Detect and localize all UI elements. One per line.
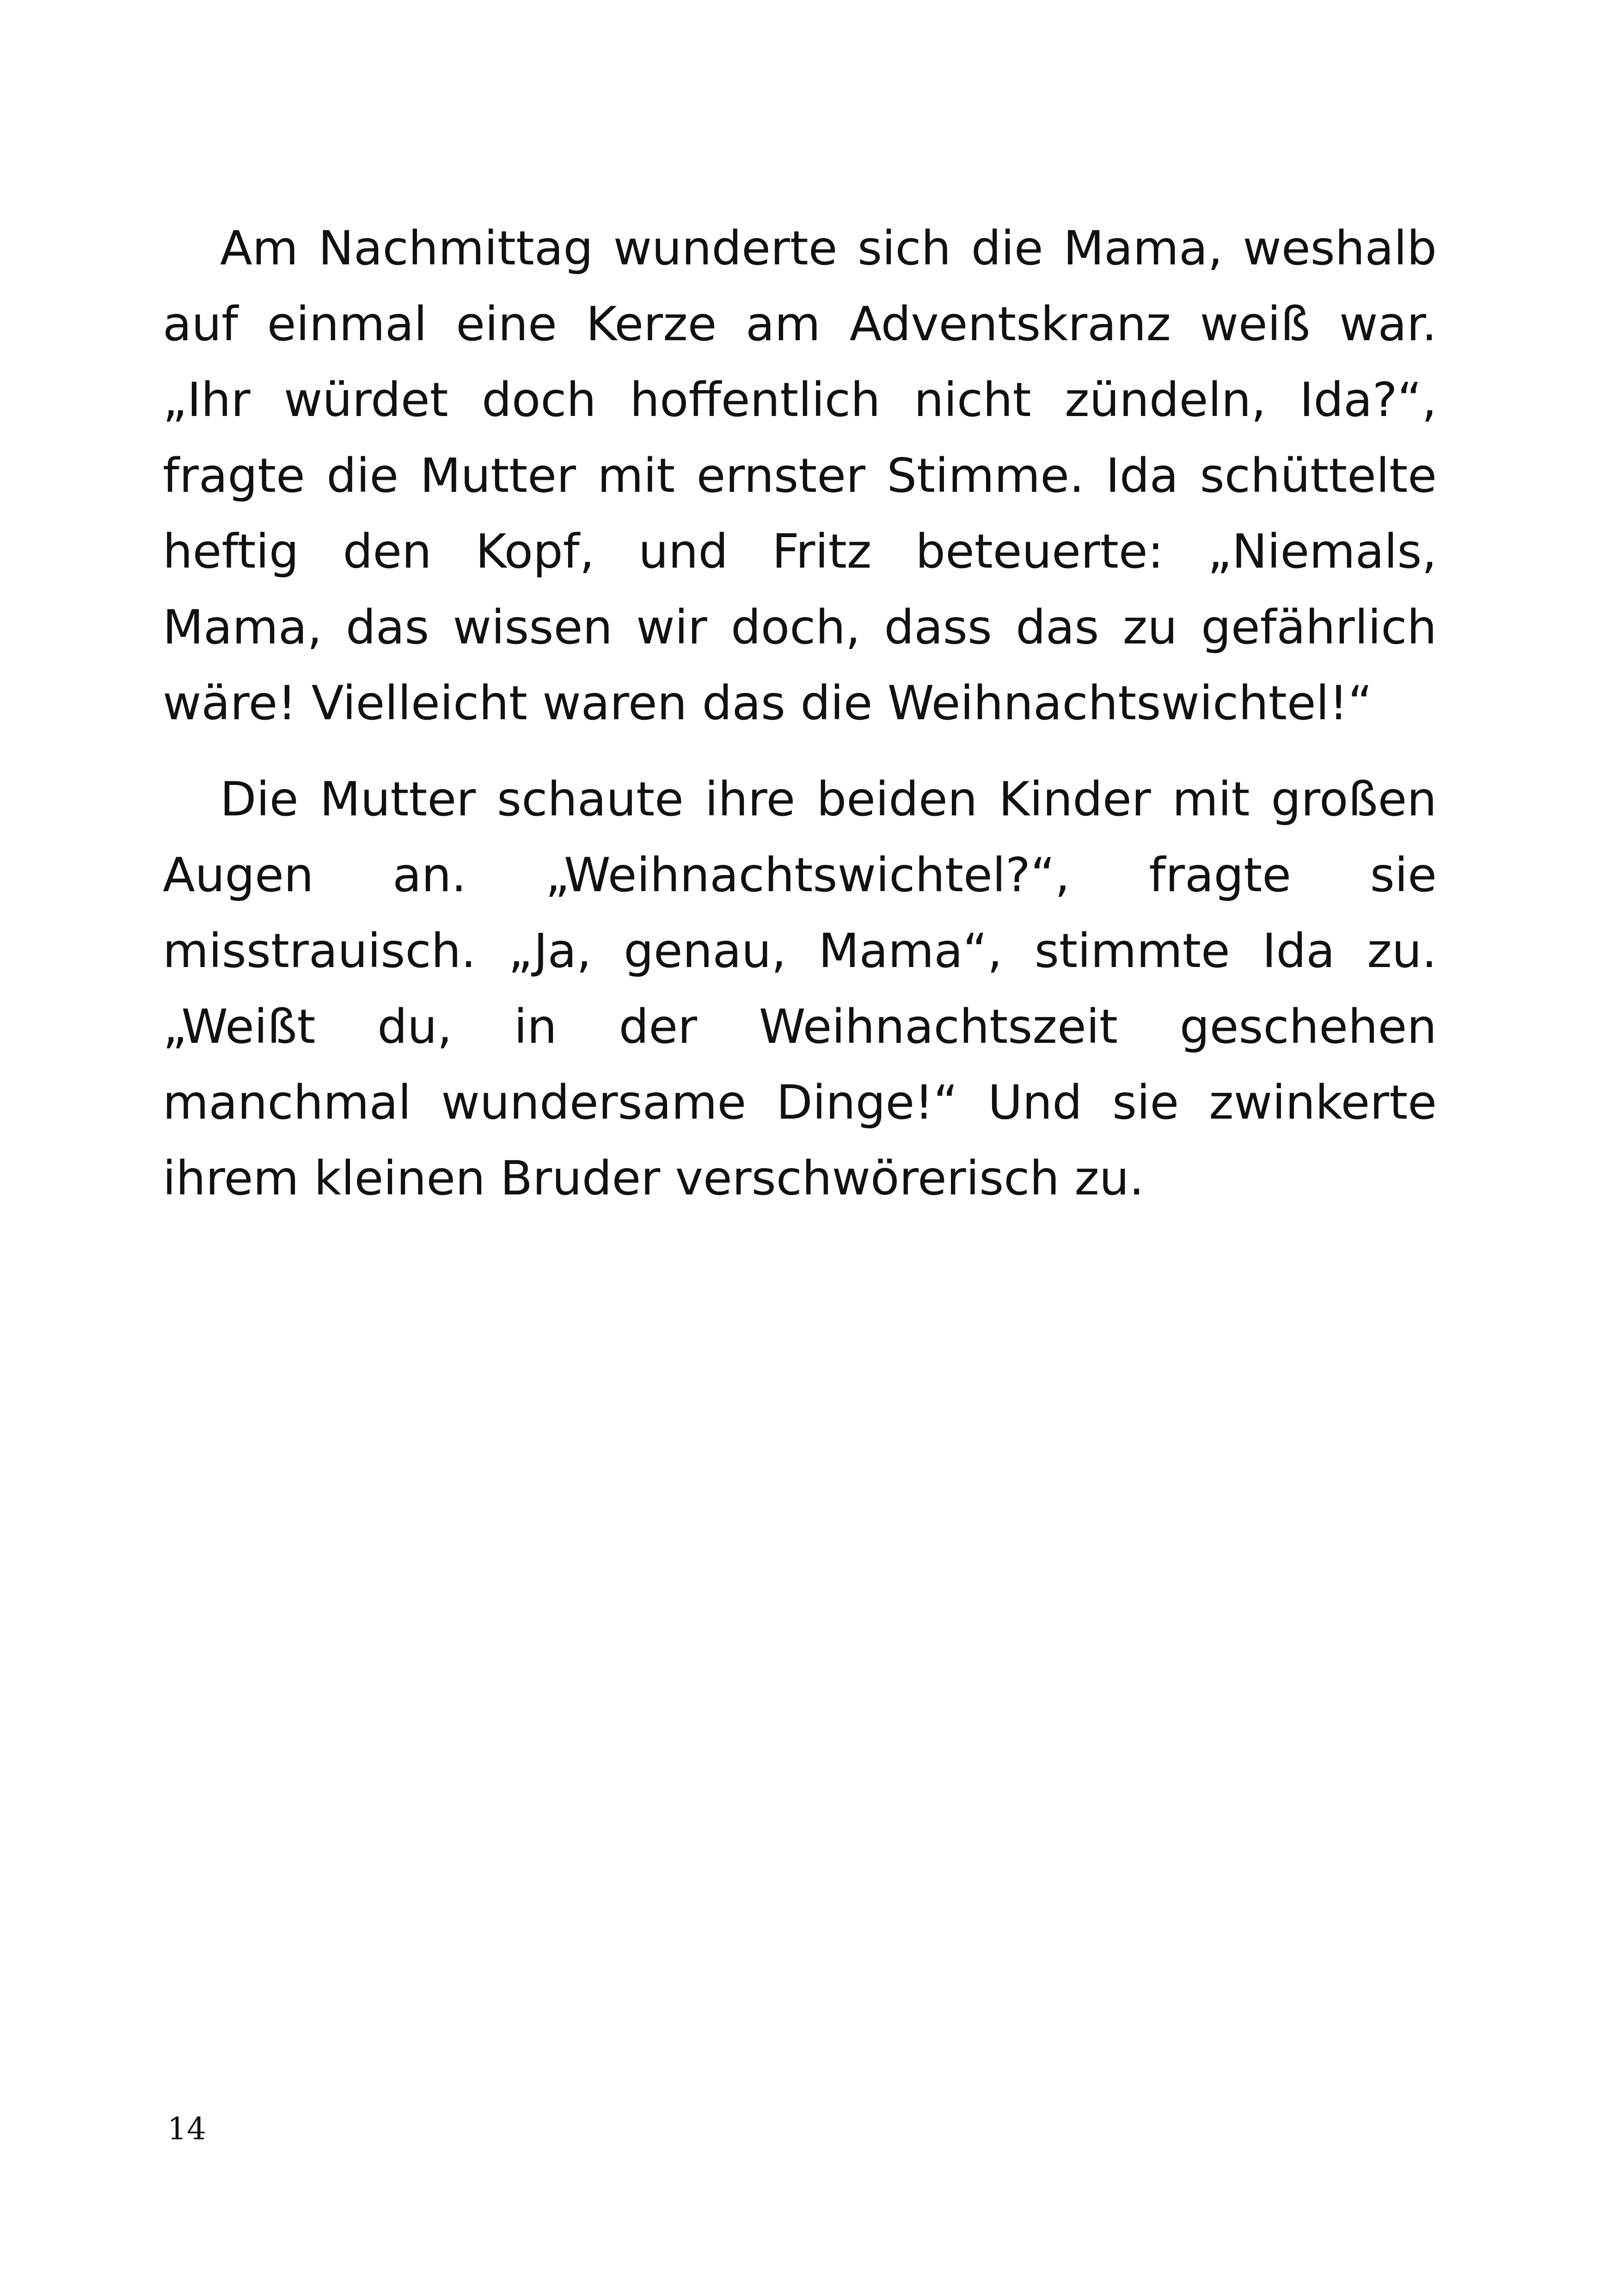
page-number: 14 bbox=[167, 2111, 206, 2147]
paragraph-2: Die Mutter schaute ihre beiden Kinder mit großen Augen an. „Weihnachtswichtel?“, fragte sie misstrauisch. „Ja, genau, Mama“, stimmte Ida zu. „Weißt du, in der Weihnachtszeit geschehen manchmal wundersame Dinge!“ Und sie zwinkerte ihrem kleinen Bruder verschwörerisch zu. bbox=[163, 772, 1437, 1206]
story-text bbox=[163, 211, 1437, 1217]
paragraph-1: Am Nachmittag wunderte sich die Mama, weshalb auf einmal eine Kerze am Adventskranz weiß war. „Ihr würdet doch hoffentlich nicht zündeln, Ida?“, fragte die Mutter mit ernster Stimme. Ida schüttelte heftig den Kopf, und Fritz beteuerte: „Niemals, Mama, das wissen wir doch, dass das zu gefährlich wäre! Vielleicht waren das die Weihnachtswichtel!“ bbox=[163, 221, 1437, 731]
